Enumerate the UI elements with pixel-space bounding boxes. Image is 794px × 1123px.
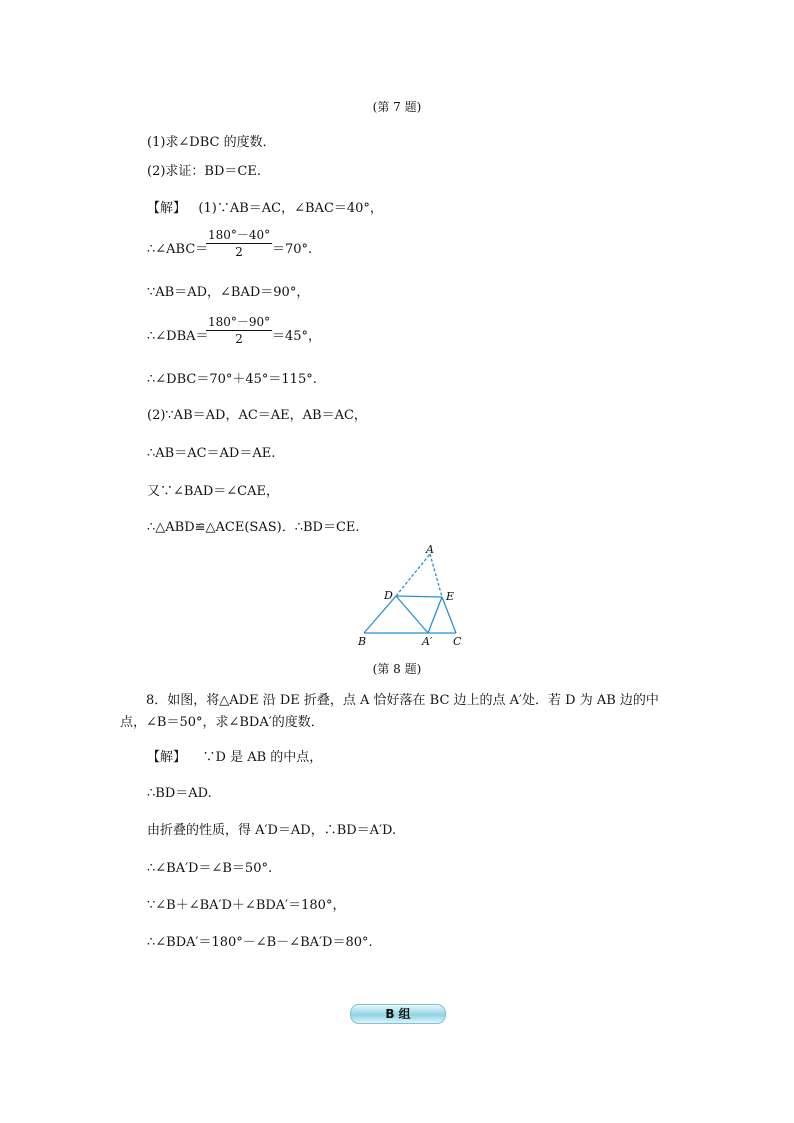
segment-da-prime [396, 596, 428, 633]
q7-part2-line3: 又∵∠BAD＝∠CAE， [147, 484, 279, 499]
q8-solution-line3: 由折叠的性质，得 A′D＝AD，∴BD＝A′D. [147, 823, 397, 838]
label-a-prime: A′ [422, 635, 433, 648]
q8-solution-line6: ∴∠BDA′＝180°－∠B－∠BA′D＝80°. [147, 935, 373, 950]
q8-solution-line2: ∴BD＝AD. [147, 786, 212, 801]
q7-part2-line2: ∴AB＝AC＝AD＝AE. [147, 446, 276, 461]
q7-abc-left: ∴∠ABC＝ [147, 242, 209, 257]
segment-ea-prime [428, 597, 442, 633]
solution-label: 【解】 [147, 750, 187, 765]
q7-abc-fraction [206, 227, 272, 260]
segment-da-dashed [396, 554, 430, 596]
q7-solution-line1 [147, 197, 383, 216]
fraction-numerator: 180°－90° [208, 315, 271, 329]
q7-abc-right: ＝70°. [272, 242, 313, 257]
segment-de [396, 596, 442, 597]
segment-ae-dashed [430, 554, 442, 597]
q7-part1: (1)求∠DBC 的度数． [147, 135, 276, 150]
q8-problem: 8．如图，将△ADE 沿 DE 折叠，点 A 恰好落在 BC 边上的点 A′处．若 D 为 AB 边的中点，∠B＝50°，求∠BDA′的度数． [120, 693, 659, 730]
q8-geometry-figure [350, 542, 480, 652]
q7-part2-line1: (2)∵AB＝AD，AC＝AE，AB＝AC， [147, 408, 367, 423]
q8-solution-line4: ∴∠BA′D＝∠B＝50°. [147, 861, 273, 876]
q7-figure-caption: (第 7 题) [372, 100, 422, 114]
q7-part2: (2)求证：BD＝CE. [147, 164, 261, 179]
q7-ab-ad: ∵AB＝AD，∠BAD＝90°， [147, 285, 310, 300]
fraction-denominator: 2 [235, 332, 243, 346]
section-badge: B 组 [350, 1004, 446, 1024]
q7-dbc: ∴∠DBC＝70°＋45°＝115°. [147, 372, 317, 387]
q8-solution-line5: ∵∠B＋∠BA′D＋∠BDA′＝180°， [147, 898, 346, 913]
q8-solution-line1 [147, 746, 322, 765]
q8-figure-caption: (第 8 题) [372, 662, 422, 676]
label-d: D [384, 589, 393, 602]
label-c: C [453, 635, 462, 648]
label-e: E [446, 590, 455, 603]
q7-part2-line4: ∴△ABD≌△ACE(SAS)．∴BD＝CE. [147, 520, 360, 535]
q7-dba-left: ∴∠DBA＝ [147, 329, 209, 344]
q7-dba-right: ＝45°， [272, 329, 322, 344]
fraction-numerator: 180°－40° [208, 228, 271, 242]
solution-text: (1)∵AB＝AC，∠BAC＝40°， [198, 201, 383, 216]
solution-text: ∵D 是 AB 的中点， [202, 750, 323, 765]
label-b: B [358, 635, 367, 648]
label-a: A [426, 543, 434, 556]
fraction-denominator: 2 [235, 245, 243, 259]
q7-dba-fraction [206, 314, 272, 347]
solution-label: 【解】 [147, 201, 187, 216]
